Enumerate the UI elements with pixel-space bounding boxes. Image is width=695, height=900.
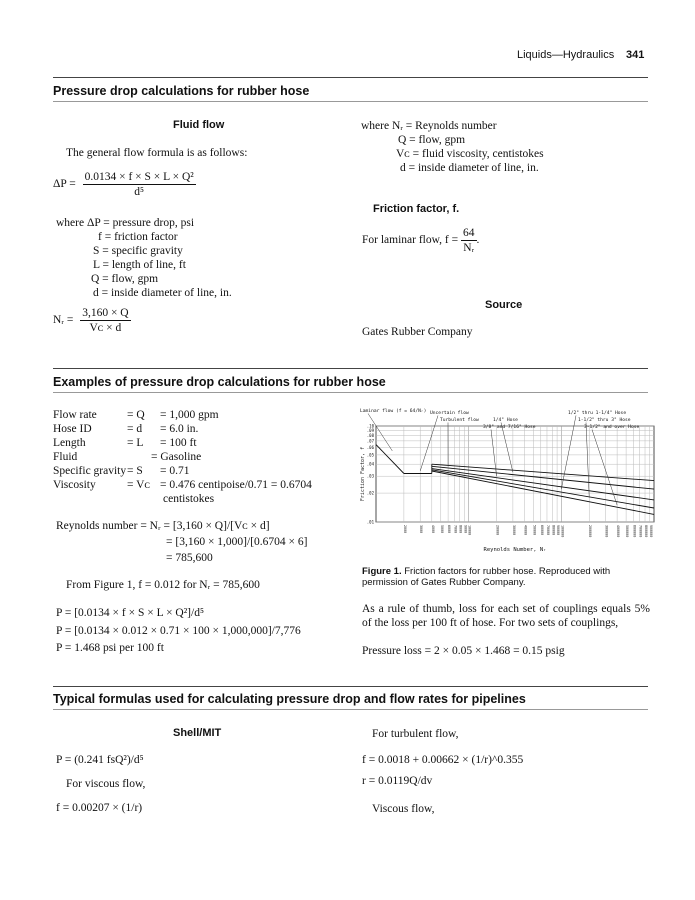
x-tick-label: 40000: [523, 525, 528, 536]
reynolds-line: Reynolds number = Nᵣ = [3,160 × Q]/[Vᴄ × d]: [56, 520, 270, 532]
running-header-title: Liquids—Hydraulics: [517, 49, 615, 61]
pressure-line: P = [0.0134 × f × S × L × Q²]/d⁵: [56, 607, 204, 619]
where-line: d = inside diameter of line, in.: [93, 287, 232, 299]
formula-line: f = 0.00207 × (1/r): [56, 802, 143, 814]
annotation-leader: [561, 416, 576, 490]
x-tick-label: 4000: [430, 525, 435, 534]
section-rule: [53, 392, 648, 393]
y-tick-label: .06: [366, 444, 374, 450]
x-tick-label: 90000: [556, 525, 561, 536]
x-tick-label: 3000: [419, 525, 424, 534]
pressure-loss-text: Pressure loss = 2 × 0.05 × 1.468 = 0.15 psig: [362, 645, 565, 657]
data-row: Fluid = Gasoline: [53, 451, 202, 463]
x-tick-label: 600000: [632, 525, 637, 538]
chart-annotation: 1/4" Hose: [493, 418, 518, 423]
where-line: Q = flow, gpm: [91, 273, 159, 285]
data-row: Viscosity = Vᴄ = 0.476 centipoise/0.71 = 0.6704: [53, 479, 312, 491]
formula-line: For viscous flow,: [66, 778, 146, 790]
annotation-leader: [420, 416, 438, 471]
series-line-0: [376, 445, 404, 474]
where-line: S = specific gravity: [93, 245, 183, 257]
friction-factor-chart: [358, 404, 660, 554]
eq2-denominator: Vᴄ × d: [89, 322, 122, 334]
page-number: 341: [626, 49, 645, 61]
x-tick-label: 5000: [439, 525, 444, 534]
friction-factor-subhead: Friction factor, f.: [373, 203, 460, 215]
y-tick-label: .07: [366, 438, 374, 444]
where-line: f = friction factor: [98, 231, 178, 243]
x-tick-label: 300000: [604, 525, 609, 538]
x-tick-label: 80000: [551, 525, 556, 536]
where-line: L = length of line, ft: [93, 259, 186, 271]
laminar-text: For laminar flow, f =: [362, 234, 459, 247]
y-tick-label: .03: [366, 473, 374, 479]
chart-annotation: 1/2" thru 1-1/4" Hose: [568, 411, 627, 416]
where-line: where Nᵣ = Reynolds number: [361, 120, 497, 132]
y-axis-label: Friction Factor, f: [360, 446, 366, 502]
data-row: Length = L = 100 ft: [53, 437, 197, 449]
eq2-numerator: 3,160 × Q: [82, 307, 129, 319]
section-rule: [53, 709, 648, 710]
x-tick-label: 7000: [453, 525, 458, 534]
eq1-numerator: 0.0134 × f × S × L × Q²: [84, 171, 194, 183]
figure-caption: [362, 566, 648, 588]
shell-mit-subhead: Shell/MIT: [173, 727, 222, 739]
x-tick-label: 700000: [638, 525, 643, 538]
laminar-denominator: Nᵣ: [463, 242, 475, 254]
y-tick-label: .09: [366, 427, 374, 433]
chart-annotation: 3/8" and 7/16" Hose: [483, 425, 536, 430]
x-tick-label: 20000: [495, 525, 500, 536]
x-tick-label: 500000: [625, 525, 630, 538]
formula-line: r = 0.0119Q/dv: [362, 775, 433, 787]
chart-annotation: Laminar flow (f = 64/Nᵣ): [360, 409, 427, 414]
where-line: Q = flow, gpm: [398, 134, 466, 146]
x-tick-label: 30000: [511, 525, 516, 536]
from-figure-text: From Figure 1, f = 0.012 for Nᵣ = 785,600: [66, 579, 260, 591]
x-tick-label: 900000: [648, 525, 653, 538]
reynolds-equation: [53, 306, 131, 335]
data-row: Flow rate = Q = 1,000 gpm: [53, 409, 219, 421]
where-line: Vᴄ = fluid viscosity, centistokes: [396, 148, 544, 160]
annotation-leader: [586, 423, 589, 498]
section-rule: [53, 368, 648, 369]
caption-label: Figure 1.: [362, 566, 402, 577]
section-rule: [53, 686, 648, 687]
intro-text: The general flow formula is as follows:: [66, 147, 248, 159]
couplings-text: As a rule of thumb, loss for each set of couplings equals 5% of the loss per 100 ft of hose. For two sets of couplings,: [362, 603, 650, 629]
x-tick-label: 8000: [458, 525, 463, 534]
x-tick-label: 6000: [447, 525, 452, 534]
where-line: d = inside diameter of line, in.: [400, 162, 539, 174]
section3-heading: Typical formulas used for calculating pressure drop and flow rates for pipelines: [53, 692, 526, 706]
source-text: Gates Rubber Company: [362, 326, 473, 338]
eq1-lhs: ΔP =: [53, 178, 76, 191]
pressure-drop-equation: [53, 170, 196, 199]
y-tick-label: .08: [366, 432, 374, 438]
eq1-denominator: d⁵: [134, 186, 145, 198]
x-axis-label: Reynolds Number, Nᵣ: [483, 547, 547, 553]
reynolds-line: = 785,600: [166, 552, 213, 564]
x-tick-label: 100000: [560, 525, 565, 538]
formula-line: f = 0.0018 + 0.00662 × (1/r)^0.355: [362, 754, 524, 766]
eq2-lhs: Nᵣ =: [53, 314, 74, 327]
formula-line: For turbulent flow,: [372, 728, 459, 740]
chart-annotation: Uncertain flow: [430, 411, 469, 416]
section2-heading: Examples of pressure drop calculations for rubber hose: [53, 375, 386, 389]
laminar-numerator: 64: [463, 227, 475, 239]
chart-annotation: 1-1/2" thru 3" Hose: [578, 418, 631, 423]
chart-annotation: Turbulent flow: [440, 418, 479, 423]
x-tick-label: 9000: [463, 525, 468, 534]
formula-line: Viscous flow,: [372, 803, 435, 815]
x-tick-label: 70000: [545, 525, 550, 536]
x-tick-label: 800000: [644, 525, 649, 538]
x-tick-label: 400000: [616, 525, 621, 538]
y-tick-label: .05: [366, 452, 374, 458]
x-tick-label: 50000: [532, 525, 537, 536]
caption-text: Friction factors for rubber hose. Reproduced with permission of Gates Rubber Company.: [362, 566, 611, 588]
series-line-3: [432, 469, 654, 500]
data-row: Hose ID = d = 6.0 in.: [53, 423, 199, 435]
viscosity-cont: centistokes: [163, 493, 215, 505]
pressure-line: P = 1.468 psi per 100 ft: [56, 642, 164, 654]
x-tick-label: 2000: [402, 525, 407, 534]
x-tick-label: 60000: [539, 525, 544, 536]
pressure-line: P = [0.0134 × 0.012 × 0.71 × 100 × 1,000,000]/7,776: [56, 625, 301, 637]
section-rule: [53, 101, 648, 102]
y-tick-label: .02: [366, 490, 374, 496]
section-rule: [53, 77, 648, 78]
y-tick-label: .04: [366, 461, 374, 467]
data-row: Specific gravity = S = 0.71: [53, 465, 190, 477]
where-line: where ΔP = pressure drop, psi: [56, 217, 195, 229]
laminar-equation: For laminar flow, f = $\frac{64}{\text{Nᵣ}}$ .: [362, 227, 480, 254]
chart-annotation: 3-1/2" and over Hose: [584, 425, 640, 430]
series-line-4: [432, 470, 654, 508]
section1-heading: Pressure drop calculations for rubber hose: [53, 84, 310, 98]
source-subhead: Source: [485, 299, 523, 311]
reynolds-line: = [3,160 × 1,000]/[0.6704 × 6]: [166, 536, 308, 548]
data-table: [53, 408, 353, 506]
plot-frame: [376, 426, 654, 522]
formula-line: P = (0.241 fsQ²)/d⁵: [56, 754, 144, 766]
y-tick-label: .10: [366, 423, 374, 429]
x-tick-label: 10000: [467, 525, 472, 536]
x-tick-label: 200000: [588, 525, 593, 538]
y-tick-label: .01: [366, 519, 374, 525]
fluid-flow-subhead: Fluid flow: [173, 119, 225, 131]
